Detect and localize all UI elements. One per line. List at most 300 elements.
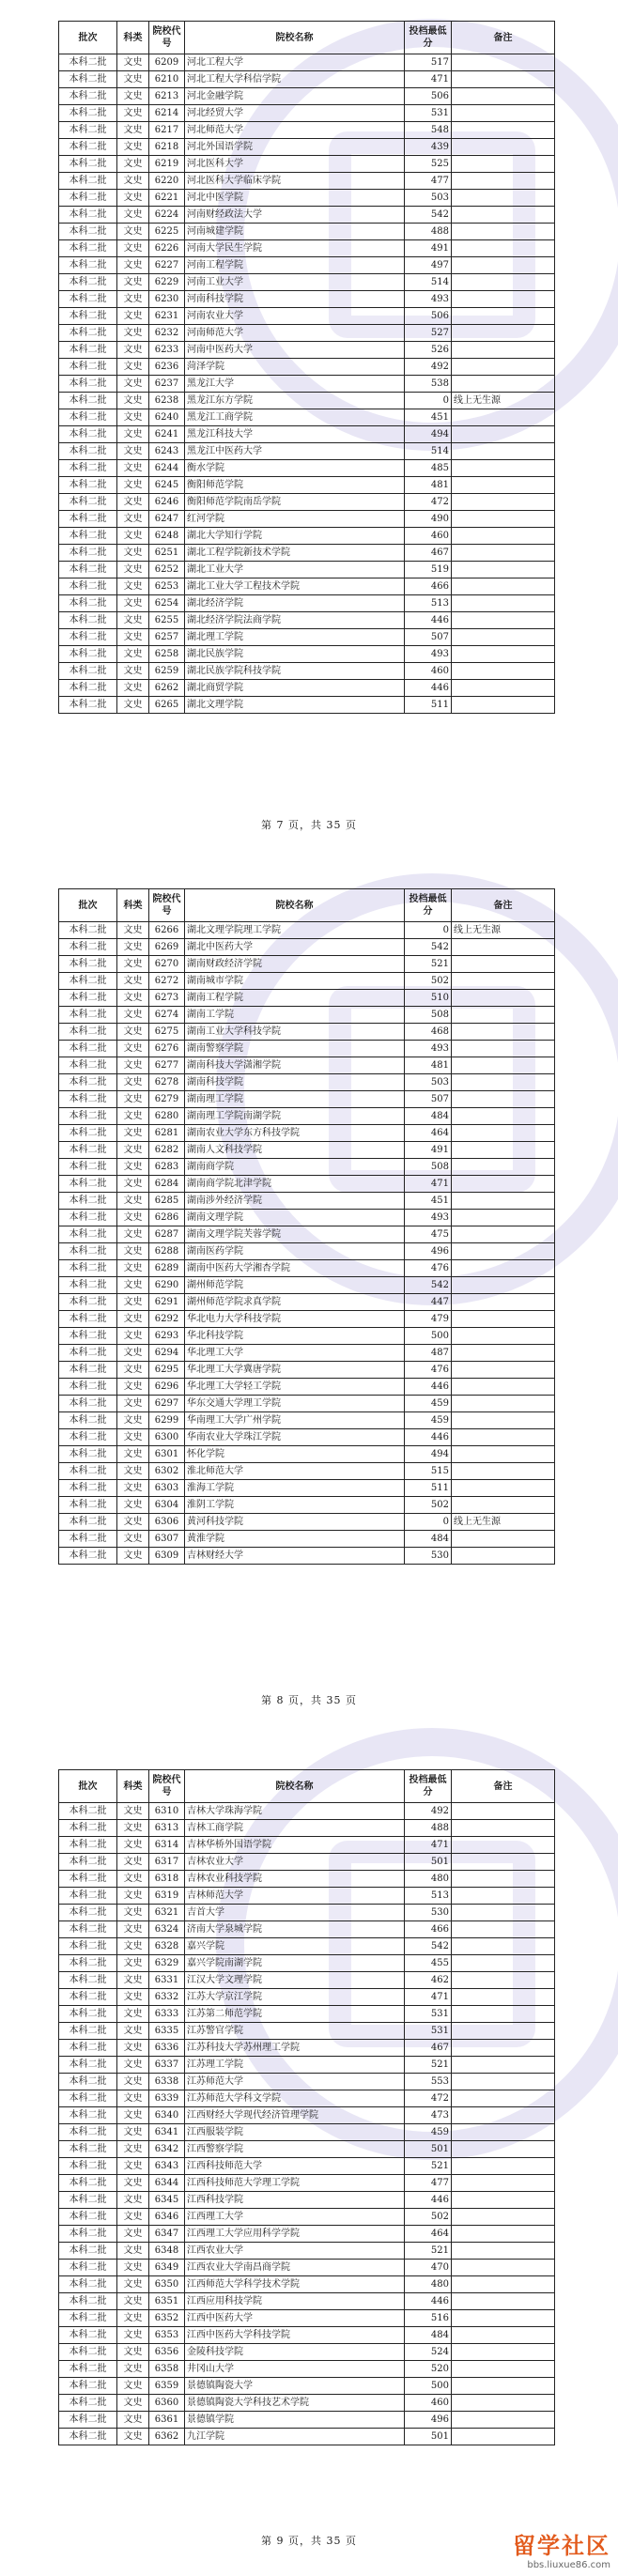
cell-subject: 文史: [117, 2124, 149, 2141]
cell-code: 6348: [149, 2243, 185, 2260]
cell-subject: 文史: [117, 1108, 149, 1125]
cell-school-name: 金陵科技学院: [185, 2344, 405, 2361]
cell-code: 6329: [149, 1955, 185, 1972]
cell-school-name: 江西中医药大学科技学院: [185, 2327, 405, 2344]
header-name: 院校名称: [185, 1770, 405, 1803]
cell-min-score: 468: [405, 1024, 452, 1041]
cell-code: 6243: [149, 443, 185, 460]
cell-subject: 文史: [117, 494, 149, 511]
cell-min-score: 526: [405, 342, 452, 359]
cell-note: [452, 1176, 555, 1193]
cell-min-score: 479: [405, 1311, 452, 1328]
cell-code: 6335: [149, 2023, 185, 2040]
cell-code: 6236: [149, 359, 185, 376]
cell-batch: 本科二批: [59, 2276, 117, 2293]
cell-subject: 文史: [117, 1955, 149, 1972]
cell-subject: 文史: [117, 376, 149, 393]
table-row: [59, 393, 555, 409]
cell-batch: 本科二批: [59, 2124, 117, 2141]
cell-min-score: 460: [405, 663, 452, 680]
cell-note: [452, 71, 555, 88]
cell-school-name: 华北理工大学: [185, 1345, 405, 1362]
cell-subject: 文史: [117, 393, 149, 409]
cell-min-score: 481: [405, 477, 452, 494]
cell-min-score: 542: [405, 939, 452, 956]
cell-min-score: 471: [405, 1176, 452, 1193]
cell-school-name: 江西科技学院: [185, 2192, 405, 2209]
cell-note: [452, 173, 555, 190]
header-batch: 批次: [59, 1770, 117, 1803]
cell-subject: 文史: [117, 88, 149, 105]
cell-batch: 本科二批: [59, 612, 117, 629]
cell-subject: 文史: [117, 1820, 149, 1837]
header-note: 备注: [452, 22, 555, 54]
cell-note: [452, 2226, 555, 2243]
cell-subject: 文史: [117, 2006, 149, 2023]
cell-note: [452, 190, 555, 207]
cell-note: [452, 1955, 555, 1972]
cell-batch: 本科二批: [59, 578, 117, 595]
cell-code: 6317: [149, 1854, 185, 1871]
cell-subject: 文史: [117, 2192, 149, 2209]
cell-batch: 本科二批: [59, 1396, 117, 1412]
cell-min-score: 485: [405, 460, 452, 477]
cell-min-score: 464: [405, 2226, 452, 2243]
table-row: [59, 1531, 555, 1548]
cell-subject: 文史: [117, 1226, 149, 1243]
cell-school-name: 菏泽学院: [185, 359, 405, 376]
cell-min-score: 517: [405, 54, 452, 71]
cell-subject: 文史: [117, 1972, 149, 1989]
cell-subject: 文史: [117, 922, 149, 939]
cell-school-name: 湖南工程学院: [185, 990, 405, 1007]
cell-code: 6287: [149, 1226, 185, 1243]
header-score: 投档最低分: [405, 889, 452, 922]
cell-subject: 文史: [117, 1311, 149, 1328]
cell-batch: 本科二批: [59, 71, 117, 88]
cell-note: [452, 1362, 555, 1379]
table-row: [59, 2158, 555, 2175]
cell-min-score: 494: [405, 1446, 452, 1463]
cell-school-name: 江苏师范大学科文学院: [185, 2090, 405, 2107]
table-row: [59, 1007, 555, 1024]
cell-code: 6230: [149, 291, 185, 308]
cell-note: [452, 545, 555, 562]
cell-min-score: 490: [405, 511, 452, 528]
score-table: [58, 1769, 555, 2445]
cell-batch: 本科二批: [59, 2361, 117, 2378]
cell-code: 6293: [149, 1328, 185, 1345]
cell-school-name: 江苏警官学院: [185, 2023, 405, 2040]
cell-school-name: 湖南财政经济学院: [185, 956, 405, 973]
cell-school-name: 湖北文理学院: [185, 697, 405, 714]
cell-subject: 文史: [117, 578, 149, 595]
cell-min-score: 455: [405, 1955, 452, 1972]
table-row: [59, 2124, 555, 2141]
table-row: [59, 1938, 555, 1955]
cell-min-score: 507: [405, 1091, 452, 1108]
cell-note: [452, 2293, 555, 2310]
cell-subject: 文史: [117, 697, 149, 714]
cell-subject: 文史: [117, 173, 149, 190]
cell-note: [452, 1057, 555, 1074]
cell-min-score: 491: [405, 240, 452, 257]
cell-code: 6278: [149, 1074, 185, 1091]
cell-code: 6220: [149, 173, 185, 190]
cell-min-score: 488: [405, 224, 452, 240]
cell-min-score: 492: [405, 1803, 452, 1820]
cell-note: [452, 105, 555, 122]
cell-code: 6310: [149, 1803, 185, 1820]
cell-school-name: 衡阳师范学院: [185, 477, 405, 494]
cell-min-score: 464: [405, 1125, 452, 1142]
table-row: [59, 1362, 555, 1379]
cell-batch: 本科二批: [59, 646, 117, 663]
cell-note: [452, 1820, 555, 1837]
table-row: [59, 2074, 555, 2090]
table-row: [59, 680, 555, 697]
cell-code: 6289: [149, 1260, 185, 1277]
table-row: [59, 1548, 555, 1565]
cell-min-score: 506: [405, 88, 452, 105]
cell-batch: 本科二批: [59, 1531, 117, 1548]
cell-note: [452, 2327, 555, 2344]
cell-code: 6301: [149, 1446, 185, 1463]
cell-subject: 文史: [117, 2293, 149, 2310]
cell-batch: 本科二批: [59, 2429, 117, 2445]
cell-subject: 文史: [117, 308, 149, 325]
cell-note: [452, 240, 555, 257]
cell-batch: 本科二批: [59, 156, 117, 173]
cell-batch: 本科二批: [59, 922, 117, 939]
cell-school-name: 淮阴工学院: [185, 1497, 405, 1514]
cell-code: 6279: [149, 1091, 185, 1108]
cell-subject: 文史: [117, 1362, 149, 1379]
cell-subject: 文史: [117, 257, 149, 274]
cell-school-name: 吉林农业大学: [185, 1854, 405, 1871]
cell-school-name: 吉林大学珠海学院: [185, 1803, 405, 1820]
cell-note: [452, 257, 555, 274]
cell-batch: 本科二批: [59, 2141, 117, 2158]
cell-min-score: 511: [405, 1480, 452, 1497]
cell-subject: 文史: [117, 1024, 149, 1041]
cell-batch: 本科二批: [59, 1260, 117, 1277]
cell-batch: 本科二批: [59, 2293, 117, 2310]
cell-subject: 文史: [117, 1091, 149, 1108]
cell-batch: 本科二批: [59, 1210, 117, 1226]
cell-batch: 本科二批: [59, 1091, 117, 1108]
cell-batch: 本科二批: [59, 1311, 117, 1328]
table-row: [59, 342, 555, 359]
cell-batch: 本科二批: [59, 1125, 117, 1142]
cell-min-score: 542: [405, 207, 452, 224]
header-note: 备注: [452, 1770, 555, 1803]
table-row: [59, 1345, 555, 1362]
table-row: [59, 2226, 555, 2243]
table-row: [59, 2192, 555, 2209]
header-batch: 批次: [59, 889, 117, 922]
cell-note: [452, 680, 555, 697]
cell-min-score: 503: [405, 1074, 452, 1091]
cell-batch: 本科二批: [59, 2344, 117, 2361]
table-row: [59, 2260, 555, 2276]
cell-school-name: 黑龙江工商学院: [185, 409, 405, 426]
table-row: [59, 2006, 555, 2023]
cell-note: [452, 1531, 555, 1548]
cell-code: 6294: [149, 1345, 185, 1362]
cell-school-name: 河南城建学院: [185, 224, 405, 240]
cell-school-name: 华北科技学院: [185, 1328, 405, 1345]
cell-school-name: 黑龙江大学: [185, 376, 405, 393]
cell-code: 6258: [149, 646, 185, 663]
cell-batch: 本科二批: [59, 1108, 117, 1125]
cell-note: [452, 1328, 555, 1345]
table-row: [59, 359, 555, 376]
cell-min-score: 476: [405, 1362, 452, 1379]
cell-code: 6336: [149, 2040, 185, 2057]
cell-code: 6273: [149, 990, 185, 1007]
cell-batch: 本科二批: [59, 2412, 117, 2429]
document-page-9: [0, 1719, 618, 2576]
cell-min-score: 446: [405, 612, 452, 629]
table-row: [59, 1396, 555, 1412]
cell-school-name: 河北金融学院: [185, 88, 405, 105]
cell-school-name: 湖北理工学院: [185, 629, 405, 646]
cell-note: [452, 2023, 555, 2040]
cell-batch: 本科二批: [59, 1480, 117, 1497]
table-row: [59, 2243, 555, 2260]
cell-subject: 文史: [117, 1074, 149, 1091]
cell-batch: 本科二批: [59, 1412, 117, 1429]
cell-note: [452, 528, 555, 545]
cell-min-score: 476: [405, 1260, 452, 1277]
cell-code: 6277: [149, 1057, 185, 1074]
cell-batch: 本科二批: [59, 1193, 117, 1210]
cell-school-name: 华北电力大学科技学院: [185, 1311, 405, 1328]
cell-school-name: 华北理工大学冀唐学院: [185, 1362, 405, 1379]
table-row: [59, 1294, 555, 1311]
cell-code: 6262: [149, 680, 185, 697]
cell-code: 6344: [149, 2175, 185, 2192]
table-row: [59, 1057, 555, 1074]
cell-min-score: 466: [405, 578, 452, 595]
cell-batch: 本科二批: [59, 1955, 117, 1972]
cell-min-score: 460: [405, 528, 452, 545]
table-row: [59, 578, 555, 595]
table-row: [59, 2276, 555, 2293]
table-row: [59, 2378, 555, 2395]
cell-code: 6226: [149, 240, 185, 257]
cell-subject: 文史: [117, 2412, 149, 2429]
cell-school-name: 江西科技师范大学: [185, 2158, 405, 2175]
cell-school-name: 湖北商贸学院: [185, 680, 405, 697]
cell-school-name: 河北经贸大学: [185, 105, 405, 122]
cell-note: [452, 1142, 555, 1159]
table-row: [59, 1955, 555, 1972]
cell-school-name: 湖北民族学院: [185, 646, 405, 663]
cell-min-score: 439: [405, 139, 452, 156]
cell-batch: 本科二批: [59, 1888, 117, 1905]
table-row: [59, 1159, 555, 1176]
cell-school-name: 湖南工业大学科技学院: [185, 1024, 405, 1041]
cell-batch: 本科二批: [59, 291, 117, 308]
cell-subject: 文史: [117, 1041, 149, 1057]
cell-subject: 文史: [117, 1921, 149, 1938]
cell-note: [452, 156, 555, 173]
cell-subject: 文史: [117, 1193, 149, 1210]
cell-min-score: 467: [405, 2040, 452, 2057]
cell-code: 6284: [149, 1176, 185, 1193]
cell-min-score: 514: [405, 443, 452, 460]
table-row: [59, 2057, 555, 2074]
cell-code: 6285: [149, 1193, 185, 1210]
cell-min-score: 462: [405, 1972, 452, 1989]
table-row: [59, 54, 555, 71]
cell-note: [452, 1548, 555, 1565]
cell-subject: 文史: [117, 956, 149, 973]
cell-note: [452, 2192, 555, 2209]
cell-min-score: 493: [405, 1041, 452, 1057]
cell-batch: 本科二批: [59, 477, 117, 494]
cell-school-name: 江苏科技大学苏州理工学院: [185, 2040, 405, 2057]
cell-code: 6307: [149, 1531, 185, 1548]
page-footer: 第 9 页，共 35 页: [261, 2535, 357, 2547]
cell-code: 6274: [149, 1007, 185, 1024]
cell-batch: 本科二批: [59, 409, 117, 426]
cell-note: [452, 1243, 555, 1260]
cell-batch: 本科二批: [59, 1871, 117, 1888]
table-row: [59, 939, 555, 956]
cell-school-name: 华南农业大学珠江学院: [185, 1429, 405, 1446]
cell-min-score: 484: [405, 1108, 452, 1125]
header-code: 院校代号: [149, 22, 185, 54]
table-row: [59, 1803, 555, 1820]
table-row: [59, 1497, 555, 1514]
cell-code: 6321: [149, 1905, 185, 1921]
cell-note: [452, 2141, 555, 2158]
cell-school-name: 河南农业大学: [185, 308, 405, 325]
table-row: [59, 409, 555, 426]
cell-batch: 本科二批: [59, 1041, 117, 1057]
table-row: [59, 1260, 555, 1277]
table-row: [59, 1041, 555, 1057]
cell-min-score: 506: [405, 308, 452, 325]
cell-batch: 本科二批: [59, 1854, 117, 1871]
cell-code: 6210: [149, 71, 185, 88]
cell-subject: 文史: [117, 1548, 149, 1565]
table-row: [59, 173, 555, 190]
cell-code: 6272: [149, 973, 185, 990]
page-footer: 第 8 页，共 35 页: [261, 1694, 357, 1706]
cell-subject: 文史: [117, 1125, 149, 1142]
cell-note: [452, 1803, 555, 1820]
cell-note: [452, 646, 555, 663]
table-row: [59, 2090, 555, 2107]
cell-batch: 本科二批: [59, 528, 117, 545]
cell-subject: 文史: [117, 1480, 149, 1497]
cell-school-name: 吉首大学: [185, 1905, 405, 1921]
cell-min-score: 451: [405, 1193, 452, 1210]
cell-batch: 本科二批: [59, 190, 117, 207]
cell-min-score: 484: [405, 2327, 452, 2344]
cell-note: [452, 1854, 555, 1871]
table-row: [59, 88, 555, 105]
cell-note: [452, 1210, 555, 1226]
cell-batch: 本科二批: [59, 1142, 117, 1159]
cell-school-name: 湖南科技学院: [185, 1074, 405, 1091]
cell-note: [452, 376, 555, 393]
cell-batch: 本科二批: [59, 2378, 117, 2395]
cell-note: [452, 1871, 555, 1888]
cell-note: [452, 1041, 555, 1057]
cell-note: [452, 1429, 555, 1446]
cell-note: [452, 2090, 555, 2107]
cell-school-name: 河南工业大学: [185, 274, 405, 291]
table-row: [59, 1226, 555, 1243]
cell-subject: 文史: [117, 1277, 149, 1294]
cell-code: 6306: [149, 1514, 185, 1531]
cell-batch: 本科二批: [59, 173, 117, 190]
cell-subject: 文史: [117, 443, 149, 460]
cell-school-name: 淮海工学院: [185, 1480, 405, 1497]
table-row: [59, 2209, 555, 2226]
cell-batch: 本科二批: [59, 1938, 117, 1955]
table-row: [59, 1480, 555, 1497]
cell-min-score: 471: [405, 1837, 452, 1854]
cell-batch: 本科二批: [59, 1176, 117, 1193]
cell-batch: 本科二批: [59, 990, 117, 1007]
cell-school-name: 衡阳师范学院南岳学院: [185, 494, 405, 511]
cell-batch: 本科二批: [59, 511, 117, 528]
cell-school-name: 江西师范大学科学技术学院: [185, 2276, 405, 2293]
cell-code: 6331: [149, 1972, 185, 1989]
cell-batch: 本科二批: [59, 393, 117, 409]
cell-min-score: 500: [405, 1328, 452, 1345]
cell-subject: 文史: [117, 1514, 149, 1531]
table-row: [59, 325, 555, 342]
cell-school-name: 湖南理工学院南湖学院: [185, 1108, 405, 1125]
cell-subject: 文史: [117, 274, 149, 291]
cell-school-name: 河南工程学院: [185, 257, 405, 274]
cell-min-score: 467: [405, 545, 452, 562]
cell-note: [452, 1446, 555, 1463]
score-table: [58, 21, 555, 714]
cell-school-name: 吉林师范大学: [185, 1888, 405, 1905]
cell-note: [452, 2310, 555, 2327]
cell-min-score: 471: [405, 1989, 452, 2006]
cell-batch: 本科二批: [59, 1446, 117, 1463]
table-row: [59, 376, 555, 393]
cell-school-name: 湖南商学院北津学院: [185, 1176, 405, 1193]
cell-school-name: 河南大学民生学院: [185, 240, 405, 257]
cell-school-name: 湖南城市学院: [185, 973, 405, 990]
cell-code: 6352: [149, 2310, 185, 2327]
cell-batch: 本科二批: [59, 2158, 117, 2175]
cell-batch: 本科二批: [59, 257, 117, 274]
cell-subject: 文史: [117, 1837, 149, 1854]
cell-code: 6270: [149, 956, 185, 973]
cell-subject: 文史: [117, 2057, 149, 2074]
cell-note: [452, 1193, 555, 1210]
cell-code: 6324: [149, 1921, 185, 1938]
cell-min-score: 446: [405, 680, 452, 697]
cell-code: 6338: [149, 2074, 185, 2090]
cell-code: 6362: [149, 2429, 185, 2445]
cell-school-name: 湖南工学院: [185, 1007, 405, 1024]
table-row: [59, 71, 555, 88]
cell-batch: 本科二批: [59, 2107, 117, 2124]
site-logo[interactable]: [513, 2527, 610, 2570]
